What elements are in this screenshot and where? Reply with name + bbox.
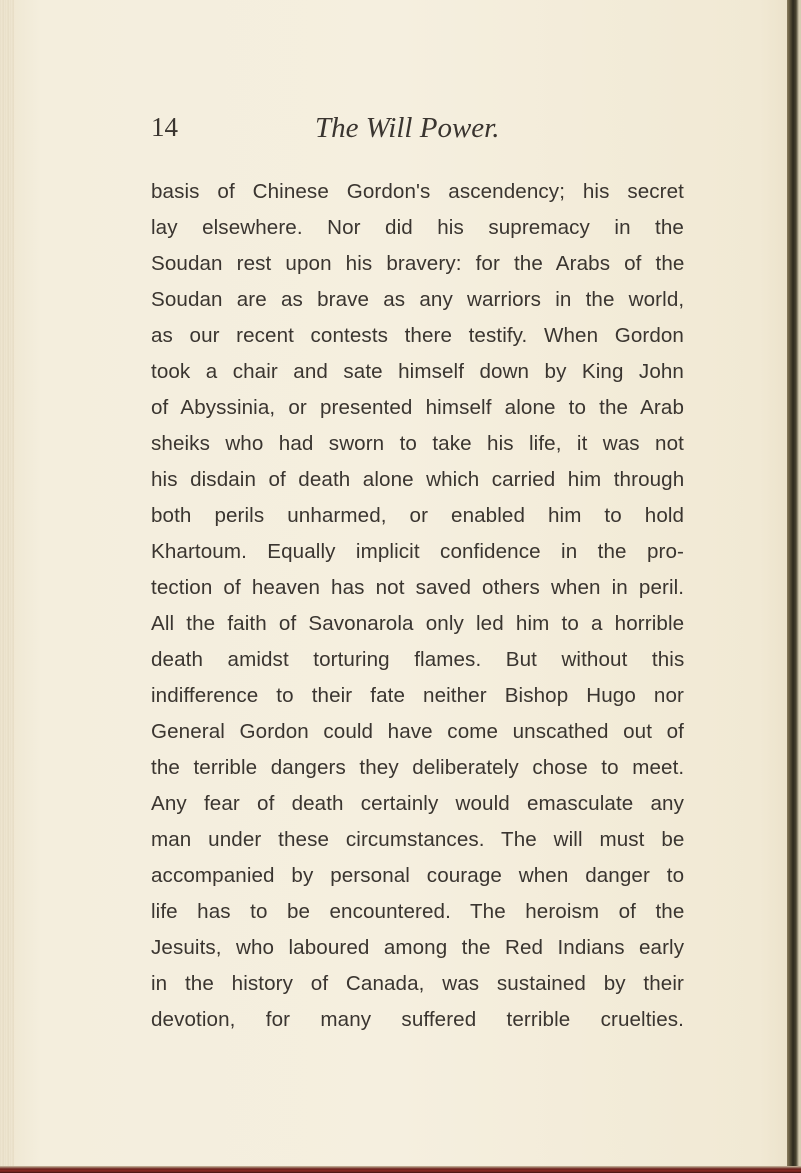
text-line: All the faith of Savonarola only led him to a horrible [151, 612, 685, 635]
text-line: the terrible dangers they deliberately chose to meet. [151, 756, 685, 779]
text-line: basis of Chinese Gordon's ascendency; his secret [151, 180, 684, 203]
text-line: death amidst torturing flames. But without this [151, 648, 685, 671]
text-line: in the history of Canada, was sustained by their [151, 972, 684, 995]
text-line: accompanied by personal courage when danger to [151, 864, 685, 887]
text-line: took a chair and sate himself down by King John [151, 360, 684, 383]
text-line: both perils unharmed, or enabled him to hold [151, 504, 685, 527]
text-line: Any fear of death certainly would emasculate any [151, 792, 684, 815]
text-line: Soudan rest upon his bravery: for the Arabs of the [151, 252, 685, 275]
text-line: Jesuits, who laboured among the Red Indians early [151, 936, 685, 959]
text-line: sheiks who had sworn to take his life, it was not [151, 432, 684, 455]
text-line: life has to be encountered. The heroism of the [151, 900, 685, 923]
text-line: man under these circumstances. The will must be [151, 828, 685, 851]
page-number: 14 [151, 112, 178, 142]
page-edge-bottom [0, 1166, 801, 1173]
text-line: his disdain of death alone which carried him through [151, 468, 685, 491]
running-title: The Will Power. [315, 112, 500, 144]
body-text [151, 174, 684, 1038]
page-gutter [0, 0, 14, 1173]
text-line: Khartoum. Equally implicit confidence in the pro- [151, 540, 684, 563]
running-header [151, 112, 671, 156]
text-line: of Abyssinia, or presented himself alone to the Arab [151, 396, 684, 419]
text-line: Soudan are as brave as any warriors in the world, [151, 288, 685, 311]
text-line: as our recent contests there testify. When Gordon [151, 324, 684, 347]
text-line: indifference to their fate neither Bishop Hugo nor [151, 684, 684, 707]
text-line: General Gordon could have come unscathed out of [151, 720, 684, 743]
text-line: devotion, for many suffered terrible cruelties. [151, 1008, 684, 1031]
text-line: tection of heaven has not saved others when in peril. [151, 576, 685, 599]
page-edge-right [787, 0, 801, 1173]
text-line: lay elsewhere. Nor did his supremacy in the [151, 216, 684, 239]
